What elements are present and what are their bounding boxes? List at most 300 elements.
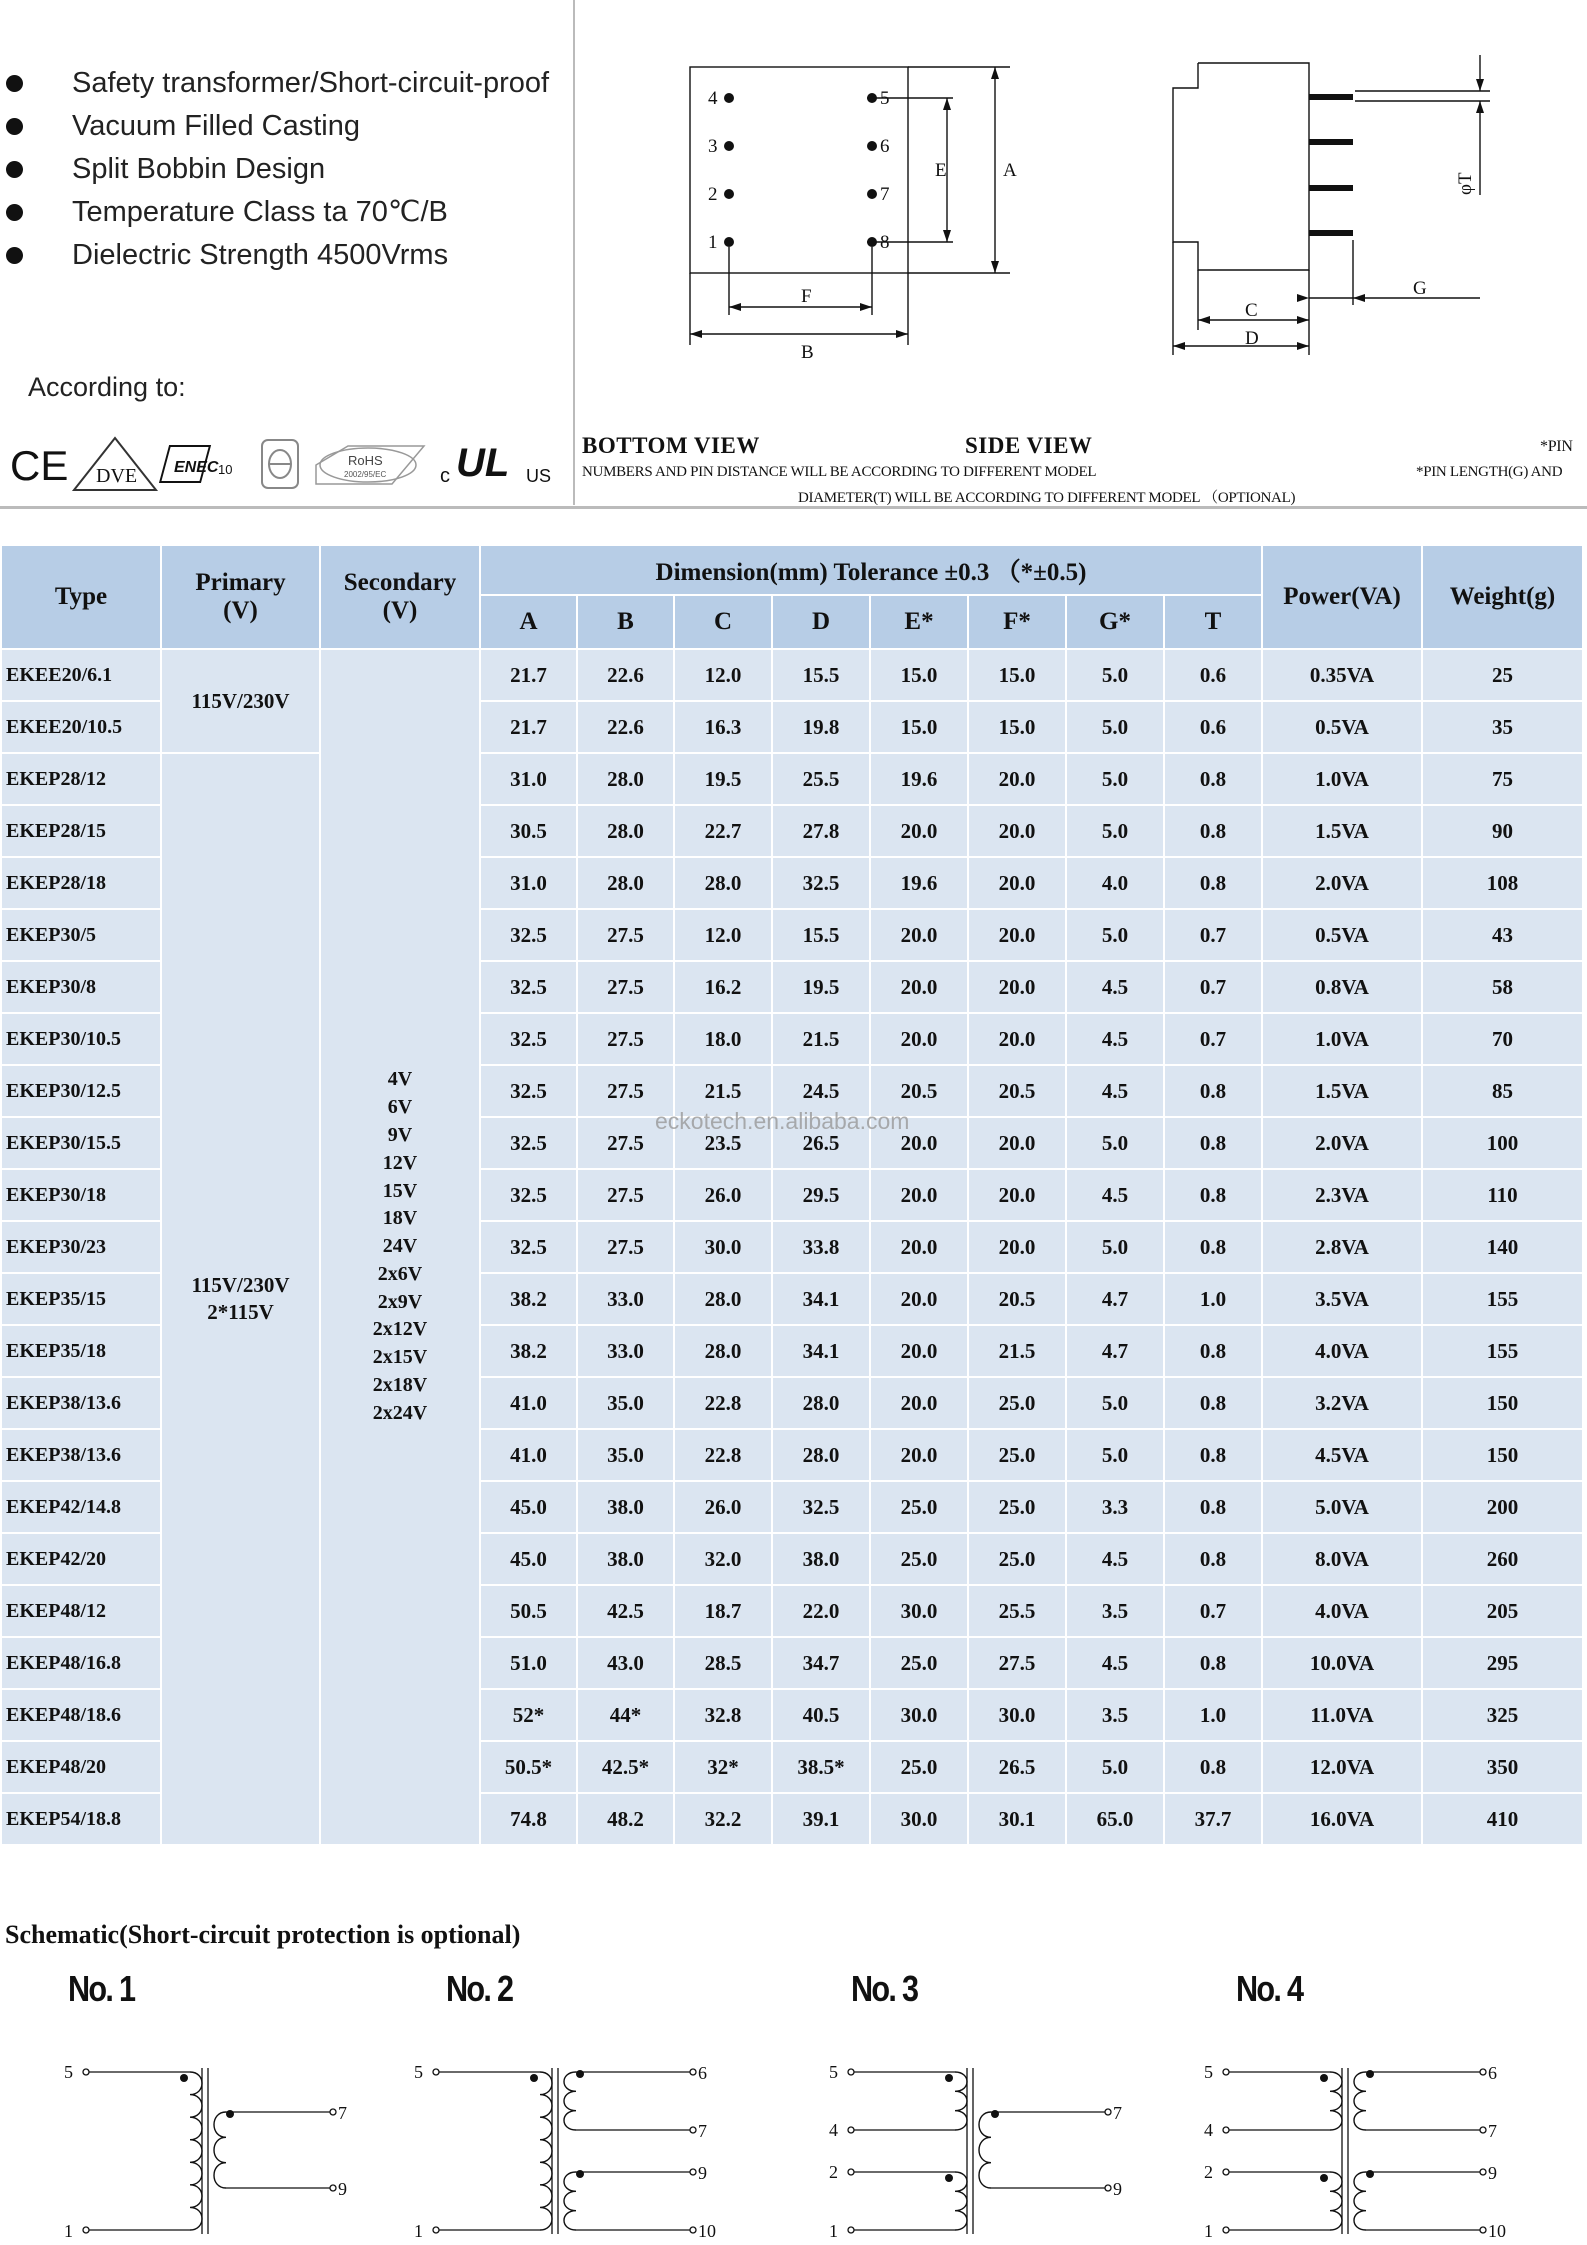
terminal-icon (83, 2069, 89, 2075)
cell-dim-b: 42.5* (577, 1741, 674, 1793)
cell-dim-c: 28.0 (674, 1273, 772, 1325)
cell-dim-c: 28.0 (674, 1325, 772, 1377)
dim-label: B (801, 342, 814, 363)
cell-dim-t: 0.6 (1164, 701, 1262, 753)
cell-dim-f: 27.5 (968, 1637, 1066, 1689)
cell-type: EKEP30/5 (1, 909, 161, 961)
svg-text:10: 10 (218, 462, 233, 477)
cell-dim-t: 0.8 (1164, 1117, 1262, 1169)
terminal-icon (1223, 2227, 1229, 2233)
cell-dim-e: 20.0 (870, 1221, 968, 1273)
cell-weight: 85 (1422, 1065, 1583, 1117)
cell-type: EKEP38/13.6 (1, 1429, 161, 1481)
enec-mark-icon (168, 438, 242, 490)
svg-text:DVE: DVE (96, 465, 138, 487)
cell-dim-g: 5.0 (1066, 1741, 1164, 1793)
cell-dim-a: 41.0 (480, 1429, 577, 1481)
secondary-voltage: 2x18V (372, 1374, 428, 1397)
cell-dim-g: 5.0 (1066, 1117, 1164, 1169)
header-col-e: E* (870, 595, 968, 649)
cell-power: 5.0VA (1262, 1481, 1422, 1533)
pin-label: 1 (708, 232, 718, 253)
cell-dim-c: 22.8 (674, 1377, 772, 1429)
cell-type: EKEP28/15 (1, 805, 161, 857)
cell-dim-t: 0.8 (1164, 1169, 1262, 1221)
cell-dim-t: 0.8 (1164, 1221, 1262, 1273)
cell-weight: 410 (1422, 1793, 1583, 1845)
cell-dim-b: 48.2 (577, 1793, 674, 1845)
dve-mark-icon (72, 434, 158, 494)
pin-label: 4 (829, 2120, 838, 2140)
cell-dim-c: 22.8 (674, 1429, 772, 1481)
pin-label: 1 (829, 2221, 838, 2241)
dim-label: G (1413, 278, 1427, 299)
cell-power: 2.3VA (1262, 1169, 1422, 1221)
cell-power: 0.35VA (1262, 649, 1422, 701)
cell-dim-f: 15.0 (968, 649, 1066, 701)
pin-label: 6 (698, 2063, 707, 2083)
secondary-voltage: 18V (382, 1207, 418, 1230)
primary-voltage: 115V/230V (191, 1273, 290, 1297)
cell-power: 11.0VA (1262, 1689, 1422, 1741)
cell-dim-g: 5.0 (1066, 1429, 1164, 1481)
polarity-dot (1366, 2170, 1374, 2178)
cell-dim-c: 18.0 (674, 1013, 772, 1065)
terminal-icon (690, 2169, 696, 2175)
svg-text:2002/95/EC: 2002/95/EC (344, 470, 387, 479)
cell-dim-e: 19.6 (870, 753, 968, 805)
cell-type: EKEP35/18 (1, 1325, 161, 1377)
cell-dim-d: 24.5 (772, 1065, 870, 1117)
spec-table (0, 544, 1584, 1846)
bullet-icon (6, 161, 23, 178)
cell-dim-b: 27.5 (577, 1013, 674, 1065)
cell-dim-f: 20.0 (968, 909, 1066, 961)
cell-dim-e: 15.0 (870, 701, 968, 753)
cell-weight: 150 (1422, 1377, 1583, 1429)
cell-type: EKEP48/20 (1, 1741, 161, 1793)
cell-dim-c: 19.5 (674, 753, 772, 805)
terminal-icon (433, 2227, 439, 2233)
pin-label: 5 (1204, 2062, 1213, 2082)
cell-power: 12.0VA (1262, 1741, 1422, 1793)
pin-label: 10 (1488, 2221, 1506, 2241)
cell-dim-a: 31.0 (480, 753, 577, 805)
cell-weight: 150 (1422, 1429, 1583, 1481)
pin-label: 7 (698, 2121, 707, 2141)
cell-dim-e: 20.0 (870, 1429, 968, 1481)
pin-dot (724, 93, 734, 103)
cell-dim-f: 25.0 (968, 1429, 1066, 1481)
cell-dim-a: 30.5 (480, 805, 577, 857)
according-to-label: According to: (28, 372, 186, 402)
cell-dim-f: 30.1 (968, 1793, 1066, 1845)
cell-dim-f: 20.5 (968, 1065, 1066, 1117)
terminal-icon (330, 2109, 336, 2115)
cell-dim-f: 25.0 (968, 1533, 1066, 1585)
pin-label: 10 (698, 2221, 716, 2241)
cell-dim-a: 32.5 (480, 1169, 577, 1221)
cell-weight: 108 (1422, 857, 1583, 909)
secondary-voltage: 2x9V (377, 1290, 423, 1313)
cell-type: EKEP28/12 (1, 753, 161, 805)
cell-dim-t: 0.7 (1164, 909, 1262, 961)
cell-dim-b: 28.0 (577, 805, 674, 857)
terminal-icon (1105, 2185, 1111, 2191)
mechanical-drawing (575, 0, 1587, 440)
cell-power: 2.8VA (1262, 1221, 1422, 1273)
cell-dim-f: 20.0 (968, 961, 1066, 1013)
certification-logos (10, 432, 570, 494)
cell-dim-t: 0.7 (1164, 1585, 1262, 1637)
coil-winding (1330, 2072, 1342, 2130)
cell-dim-d: 34.1 (772, 1273, 870, 1325)
cell-dim-t: 0.8 (1164, 1065, 1262, 1117)
cell-dim-c: 28.5 (674, 1637, 772, 1689)
bullet-icon (6, 247, 23, 264)
cell-power: 0.5VA (1262, 909, 1422, 961)
cell-dim-t: 0.7 (1164, 1013, 1262, 1065)
header-dimension: Dimension(mm) Tolerance ±0.3 （*±0.5) (480, 545, 1262, 595)
terminal-icon (848, 2069, 854, 2075)
cell-weight: 200 (1422, 1481, 1583, 1533)
cell-dim-f: 20.0 (968, 1221, 1066, 1273)
cell-weight: 260 (1422, 1533, 1583, 1585)
cell-dim-c: 21.5 (674, 1065, 772, 1117)
cell-dim-b: 27.5 (577, 1065, 674, 1117)
cell-dim-e: 20.0 (870, 909, 968, 961)
cell-dim-t: 0.8 (1164, 857, 1262, 909)
cell-type: EKEP35/15 (1, 1273, 161, 1325)
cell-dim-a: 32.5 (480, 1013, 577, 1065)
pin-label: 2 (1204, 2162, 1213, 2182)
cell-dim-g: 4.5 (1066, 961, 1164, 1013)
cell-power: 0.5VA (1262, 701, 1422, 753)
coil-winding (564, 2072, 576, 2130)
terminal-icon (1480, 2227, 1486, 2233)
cell-dim-t: 0.8 (1164, 1637, 1262, 1689)
cell-dim-d: 34.7 (772, 1637, 870, 1689)
cell-dim-a: 38.2 (480, 1273, 577, 1325)
cell-dim-t: 0.6 (1164, 649, 1262, 701)
pin-dot (724, 189, 734, 199)
cell-dim-t: 1.0 (1164, 1273, 1262, 1325)
cell-weight: 43 (1422, 909, 1583, 961)
coil-winding (1354, 2172, 1366, 2230)
cell-dim-f: 20.0 (968, 1169, 1066, 1221)
cell-dim-g: 5.0 (1066, 649, 1164, 701)
pin-label: 1 (414, 2221, 423, 2241)
cell-dim-c: 18.7 (674, 1585, 772, 1637)
cell-dim-b: 33.0 (577, 1273, 674, 1325)
cell-dim-e: 25.0 (870, 1637, 968, 1689)
cell-dim-f: 20.0 (968, 753, 1066, 805)
cell-dim-c: 12.0 (674, 649, 772, 701)
cell-dim-d: 25.5 (772, 753, 870, 805)
schematic-title: Schematic(Short-circuit protection is optional) (5, 1920, 521, 1949)
ce-mark-icon (10, 440, 69, 489)
dim-label: C (1245, 300, 1258, 321)
pin-label: 9 (1113, 2179, 1122, 2199)
cell-weight: 295 (1422, 1637, 1583, 1689)
terminal-icon (433, 2069, 439, 2075)
pin-label: 9 (1488, 2163, 1497, 2183)
terminal-icon (848, 2169, 854, 2175)
cell-dim-b: 27.5 (577, 1169, 674, 1221)
cell-weight: 155 (1422, 1325, 1583, 1377)
cell-type: EKEP30/8 (1, 961, 161, 1013)
cell-power: 0.8VA (1262, 961, 1422, 1013)
cell-dim-a: 32.5 (480, 1065, 577, 1117)
polarity-dot (1320, 2074, 1328, 2082)
drawing-note: NUMBERS AND PIN DISTANCE WILL BE ACCORDING TO DIFFERENT MODEL (582, 464, 1097, 480)
cell-dim-d: 15.5 (772, 649, 870, 701)
cell-weight: 58 (1422, 961, 1583, 1013)
cell-dim-g: 5.0 (1066, 1377, 1164, 1429)
pin-label: 2 (708, 184, 718, 205)
cell-dim-d: 32.5 (772, 857, 870, 909)
coil-winding (190, 2072, 202, 2230)
cell-dim-t: 0.8 (1164, 1741, 1262, 1793)
secondary-voltage: 2x24V (372, 1401, 428, 1424)
cell-dim-e: 20.0 (870, 1013, 968, 1065)
rohs-mark-icon (312, 442, 428, 488)
coil-winding (1354, 2072, 1366, 2130)
schematic-label: No. 4 (1236, 1968, 1303, 2009)
cell-secondary (320, 649, 480, 1845)
secondary-voltage: 2x6V (377, 1262, 423, 1285)
feature-list (0, 62, 570, 277)
cell-dim-d: 28.0 (772, 1429, 870, 1481)
cell-type: EKEE20/10.5 (1, 701, 161, 753)
cell-dim-e: 20.0 (870, 961, 968, 1013)
cell-weight: 25 (1422, 649, 1583, 701)
cell-dim-g: 3.3 (1066, 1481, 1164, 1533)
cell-dim-a: 45.0 (480, 1533, 577, 1585)
cell-dim-d: 21.5 (772, 1013, 870, 1065)
pin-label: 7 (1488, 2121, 1497, 2141)
cell-weight: 35 (1422, 701, 1583, 753)
cell-dim-e: 20.0 (870, 805, 968, 857)
cell-type: EKEP30/10.5 (1, 1013, 161, 1065)
cell-dim-a: 41.0 (480, 1377, 577, 1429)
cell-dim-t: 0.8 (1164, 1325, 1262, 1377)
feature-item: Safety transformer/Short-circuit-proof (0, 62, 570, 105)
cell-dim-g: 5.0 (1066, 753, 1164, 805)
terminal-icon (1480, 2169, 1486, 2175)
cell-dim-a: 32.5 (480, 909, 577, 961)
secondary-voltage: 2x12V (372, 1318, 428, 1341)
cell-dim-b: 27.5 (577, 1117, 674, 1169)
cell-power: 1.0VA (1262, 753, 1422, 805)
cell-dim-d: 32.5 (772, 1481, 870, 1533)
cell-dim-f: 26.5 (968, 1741, 1066, 1793)
polarity-dot (576, 2170, 584, 2178)
cell-dim-f: 21.5 (968, 1325, 1066, 1377)
cell-type: EKEP30/18 (1, 1169, 161, 1221)
primary-voltage: 2*115V (207, 1300, 274, 1324)
cell-dim-b: 27.5 (577, 961, 674, 1013)
bullet-icon (6, 204, 23, 221)
cell-dim-f: 25.0 (968, 1377, 1066, 1429)
cell-power: 1.5VA (1262, 805, 1422, 857)
table-row (1, 753, 1583, 805)
cell-dim-t: 0.8 (1164, 805, 1262, 857)
terminal-icon (330, 2185, 336, 2191)
cell-dim-a: 45.0 (480, 1481, 577, 1533)
svg-text:US: US (526, 466, 552, 486)
cell-primary (161, 753, 320, 1845)
cell-dim-e: 30.0 (870, 1689, 968, 1741)
cell-dim-f: 20.0 (968, 1013, 1066, 1065)
bullet-icon (6, 118, 23, 135)
cell-dim-t: 0.7 (1164, 961, 1262, 1013)
cell-power: 4.0VA (1262, 1325, 1422, 1377)
header-col-a: A (480, 595, 577, 649)
header-col-f: F* (968, 595, 1066, 649)
pin-label: 4 (1204, 2120, 1213, 2140)
cell-weight: 205 (1422, 1585, 1583, 1637)
terminal-icon (1480, 2127, 1486, 2133)
cell-power: 1.5VA (1262, 1065, 1422, 1117)
cell-dim-a: 21.7 (480, 701, 577, 753)
cell-dim-a: 21.7 (480, 649, 577, 701)
pin-label: 6 (880, 136, 890, 157)
cell-dim-e: 20.0 (870, 1377, 968, 1429)
cell-dim-e: 20.5 (870, 1065, 968, 1117)
pin-label: 7 (1113, 2103, 1122, 2123)
cell-type: EKEP48/16.8 (1, 1637, 161, 1689)
cell-dim-t: 37.7 (1164, 1793, 1262, 1845)
cell-dim-f: 20.0 (968, 857, 1066, 909)
pin-label: 2 (829, 2162, 838, 2182)
terminal-icon (1480, 2069, 1486, 2075)
cell-dim-b: 35.0 (577, 1377, 674, 1429)
cell-dim-c: 30.0 (674, 1221, 772, 1273)
table-row (1, 649, 1583, 701)
cell-dim-b: 38.0 (577, 1481, 674, 1533)
cell-power: 4.0VA (1262, 1585, 1422, 1637)
cell-dim-c: 32* (674, 1741, 772, 1793)
polarity-dot (945, 2174, 953, 2182)
cell-type: EKEE20/6.1 (1, 649, 161, 701)
header-col-c: C (674, 595, 772, 649)
cell-dim-a: 50.5 (480, 1585, 577, 1637)
cell-dim-e: 30.0 (870, 1585, 968, 1637)
bottom-view-title: BOTTOM VIEW (582, 433, 760, 458)
cell-dim-b: 35.0 (577, 1429, 674, 1481)
cell-dim-b: 22.6 (577, 701, 674, 753)
cell-dim-d: 27.8 (772, 805, 870, 857)
polarity-dot (1366, 2070, 1374, 2078)
cell-type: EKEP30/15.5 (1, 1117, 161, 1169)
pin-label: 5 (829, 2062, 838, 2082)
cell-dim-g: 4.7 (1066, 1325, 1164, 1377)
cell-type: EKEP30/23 (1, 1221, 161, 1273)
cell-dim-c: 26.0 (674, 1169, 772, 1221)
polarity-dot (226, 2110, 234, 2118)
polarity-dot (530, 2074, 538, 2082)
pin-dot (724, 141, 734, 151)
cell-dim-t: 0.8 (1164, 1429, 1262, 1481)
pin-label: 6 (1488, 2063, 1497, 2083)
cell-dim-d: 39.1 (772, 1793, 870, 1845)
dim-label: D (1245, 328, 1259, 349)
feature-item: Dielectric Strength 4500Vrms (0, 234, 570, 277)
cell-weight: 110 (1422, 1169, 1583, 1221)
secondary-voltage: 9V (387, 1123, 413, 1146)
polarity-dot (180, 2074, 188, 2082)
cell-dim-g: 4.5 (1066, 1065, 1164, 1117)
pin-label: 7 (338, 2103, 347, 2123)
cell-dim-f: 20.5 (968, 1273, 1066, 1325)
secondary-voltage: 12V (382, 1151, 418, 1174)
cell-type: EKEP38/13.6 (1, 1377, 161, 1429)
cell-dim-g: 5.0 (1066, 909, 1164, 961)
cell-dim-t: 0.8 (1164, 753, 1262, 805)
pin-label: 1 (1204, 2221, 1213, 2241)
cell-dim-c: 16.3 (674, 701, 772, 753)
cell-dim-f: 15.0 (968, 701, 1066, 753)
cell-dim-e: 25.0 (870, 1741, 968, 1793)
coil-winding (1330, 2172, 1342, 2230)
secondary-voltage: 2x15V (372, 1346, 428, 1369)
header-col-g: G* (1066, 595, 1164, 649)
cell-type: EKEP42/20 (1, 1533, 161, 1585)
cell-dim-d: 26.5 (772, 1117, 870, 1169)
cell-dim-b: 22.6 (577, 649, 674, 701)
dim-label: A (1003, 160, 1017, 181)
cell-dim-b: 38.0 (577, 1533, 674, 1585)
schematic-diagrams (0, 2030, 1587, 2245)
cell-dim-c: 32.8 (674, 1689, 772, 1741)
cell-dim-d: 38.0 (772, 1533, 870, 1585)
polarity-dot (991, 2110, 999, 2118)
ul-mark-icon (438, 438, 558, 490)
polarity-dot (945, 2074, 953, 2082)
cell-dim-g: 5.0 (1066, 701, 1164, 753)
cell-dim-e: 20.0 (870, 1169, 968, 1221)
schematic-label: No. 2 (446, 1968, 513, 2009)
svg-text:c: c (440, 465, 450, 487)
secondary-voltage: 24V (382, 1235, 418, 1258)
cell-dim-t: 0.8 (1164, 1377, 1262, 1429)
cell-weight: 155 (1422, 1273, 1583, 1325)
feature-item: Temperature Class ta 70℃/B (0, 191, 570, 234)
cell-dim-d: 19.8 (772, 701, 870, 753)
cell-dim-f: 30.0 (968, 1689, 1066, 1741)
cell-dim-b: 33.0 (577, 1325, 674, 1377)
pin-label: 1 (64, 2221, 73, 2241)
pin-label: 5 (64, 2062, 73, 2082)
cell-dim-t: 0.8 (1164, 1533, 1262, 1585)
cell-dim-g: 5.0 (1066, 1221, 1164, 1273)
cell-dim-e: 20.0 (870, 1117, 968, 1169)
cell-dim-b: 43.0 (577, 1637, 674, 1689)
pin-dot (867, 189, 877, 199)
terminal-icon (1105, 2109, 1111, 2115)
cell-dim-e: 30.0 (870, 1793, 968, 1845)
polarity-dot (576, 2070, 584, 2078)
secondary-voltage: 15V (382, 1179, 418, 1202)
cell-weight: 90 (1422, 805, 1583, 857)
svg-text:UL: UL (456, 441, 510, 485)
cell-dim-d: 38.5* (772, 1741, 870, 1793)
coil-winding (955, 2172, 967, 2230)
cell-dim-b: 44* (577, 1689, 674, 1741)
drawing-note: *PIN (1540, 438, 1573, 455)
secondary-voltage: 6V (387, 1096, 413, 1119)
